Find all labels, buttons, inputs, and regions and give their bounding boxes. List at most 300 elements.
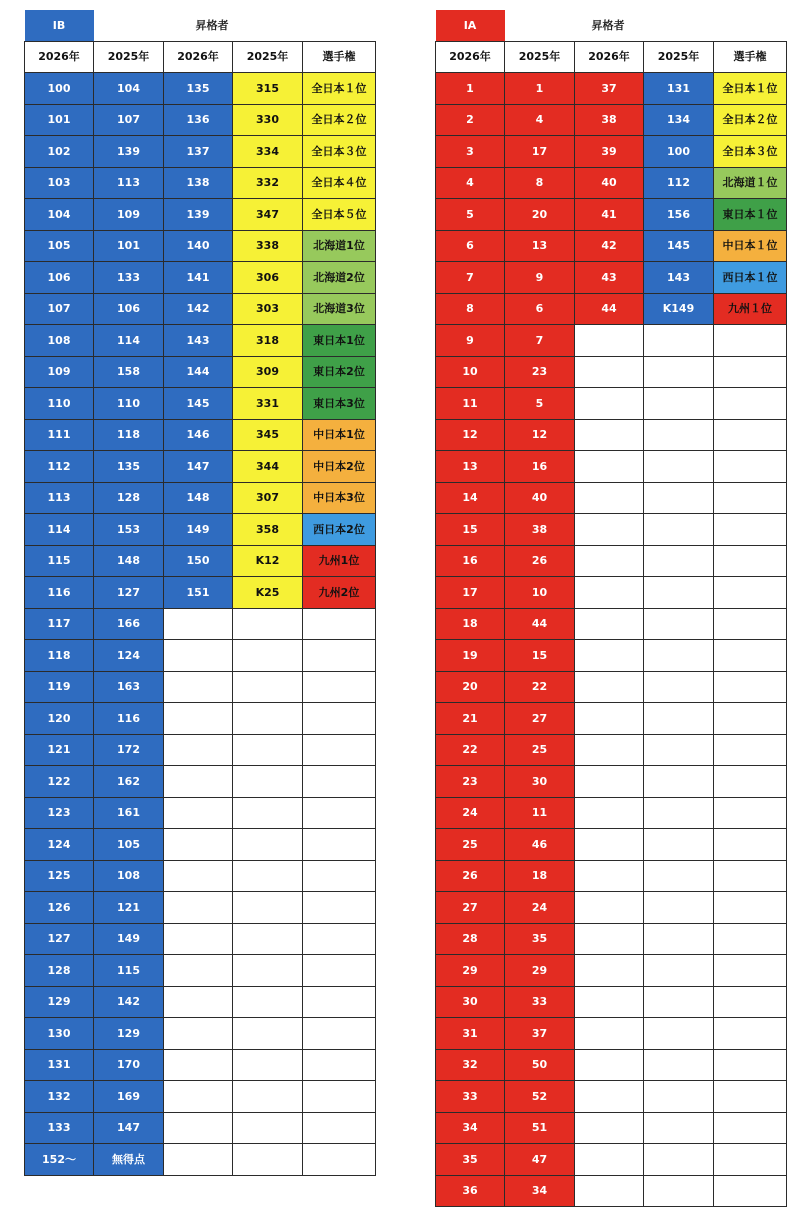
table-cell: 13 bbox=[505, 230, 575, 262]
table-cell: 全日本１位 bbox=[714, 73, 787, 105]
table-row bbox=[436, 703, 787, 735]
table-cell: 128 bbox=[25, 955, 94, 987]
table-cell bbox=[644, 955, 714, 987]
table-cell: 37 bbox=[575, 73, 644, 105]
table-cell: 九州１位 bbox=[714, 293, 787, 325]
table-cell: 113 bbox=[25, 482, 94, 514]
table-cell bbox=[303, 734, 376, 766]
table-row bbox=[436, 577, 787, 609]
table-cell bbox=[233, 608, 303, 640]
table-cell: 6 bbox=[436, 230, 505, 262]
table-cell bbox=[303, 923, 376, 955]
table-row bbox=[436, 262, 787, 294]
table-cell bbox=[575, 1049, 644, 1081]
table-row bbox=[436, 199, 787, 231]
table-cell: 120 bbox=[25, 703, 94, 735]
ia-header-row bbox=[436, 41, 787, 73]
table-cell bbox=[575, 829, 644, 861]
table-cell: 118 bbox=[25, 640, 94, 672]
ia-tag: IA bbox=[436, 10, 505, 41]
table-cell: 25 bbox=[505, 734, 575, 766]
table-cell: 149 bbox=[94, 923, 164, 955]
table-cell bbox=[575, 451, 644, 483]
table-cell: 309 bbox=[233, 356, 303, 388]
table-cell bbox=[233, 640, 303, 672]
table-cell bbox=[233, 892, 303, 924]
table-cell: 全日本２位 bbox=[303, 104, 376, 136]
table-cell bbox=[303, 766, 376, 798]
table-cell bbox=[303, 703, 376, 735]
table-cell: 47 bbox=[505, 1144, 575, 1176]
table-cell: 163 bbox=[94, 671, 164, 703]
table-cell: 114 bbox=[25, 514, 94, 546]
table-cell bbox=[233, 955, 303, 987]
table-row bbox=[25, 356, 376, 388]
table-cell: 315 bbox=[233, 73, 303, 105]
table-cell bbox=[233, 797, 303, 829]
table-cell: 104 bbox=[25, 199, 94, 231]
table-cell: 九州2位 bbox=[303, 577, 376, 609]
table-row bbox=[25, 419, 376, 451]
table-cell: 5 bbox=[436, 199, 505, 231]
table-cell: 118 bbox=[94, 419, 164, 451]
table-row bbox=[25, 703, 376, 735]
table-cell bbox=[575, 923, 644, 955]
table-cell bbox=[164, 860, 233, 892]
table-cell bbox=[644, 1018, 714, 1050]
table-cell: 4 bbox=[436, 167, 505, 199]
table-cell: 40 bbox=[575, 167, 644, 199]
table-cell bbox=[164, 608, 233, 640]
table-cell bbox=[233, 923, 303, 955]
table-cell: 31 bbox=[436, 1018, 505, 1050]
table-row bbox=[436, 1081, 787, 1113]
table-row bbox=[436, 1175, 787, 1207]
table-cell bbox=[575, 955, 644, 987]
table-row bbox=[25, 136, 376, 168]
table-cell bbox=[164, 986, 233, 1018]
table-cell: 41 bbox=[575, 199, 644, 231]
table-cell: 17 bbox=[505, 136, 575, 168]
table-cell: 135 bbox=[164, 73, 233, 105]
table-cell: 20 bbox=[436, 671, 505, 703]
table-cell bbox=[575, 1144, 644, 1176]
table-cell bbox=[303, 986, 376, 1018]
table-row bbox=[25, 1112, 376, 1144]
table-cell bbox=[164, 640, 233, 672]
table-cell: 139 bbox=[94, 136, 164, 168]
table-row bbox=[436, 1144, 787, 1176]
table-cell: 307 bbox=[233, 482, 303, 514]
table-cell bbox=[714, 514, 787, 546]
ia-header-2025a: 2025年 bbox=[505, 41, 575, 73]
table-cell: 15 bbox=[436, 514, 505, 546]
table-cell bbox=[233, 986, 303, 1018]
table-cell: 33 bbox=[436, 1081, 505, 1113]
table-cell bbox=[644, 356, 714, 388]
table-cell bbox=[575, 1081, 644, 1113]
table-row bbox=[25, 262, 376, 294]
table-cell bbox=[303, 797, 376, 829]
table-row bbox=[25, 482, 376, 514]
table-row bbox=[436, 419, 787, 451]
ia-header-2026b: 2026年 bbox=[575, 41, 644, 73]
table-row bbox=[25, 1081, 376, 1113]
table-cell: 169 bbox=[94, 1081, 164, 1113]
table-cell: 113 bbox=[94, 167, 164, 199]
ib-title: 昇格者 bbox=[195, 18, 229, 32]
table-cell: 20 bbox=[505, 199, 575, 231]
table-cell: 124 bbox=[25, 829, 94, 861]
table-cell bbox=[714, 734, 787, 766]
table-cell: 107 bbox=[94, 104, 164, 136]
table-row bbox=[436, 230, 787, 262]
table-cell bbox=[164, 734, 233, 766]
table-cell bbox=[303, 892, 376, 924]
table-cell: 121 bbox=[25, 734, 94, 766]
table-cell: 133 bbox=[94, 262, 164, 294]
table-cell bbox=[714, 577, 787, 609]
table-cell: 148 bbox=[94, 545, 164, 577]
table-cell: 14 bbox=[436, 482, 505, 514]
table-cell: 158 bbox=[94, 356, 164, 388]
table-cell: 127 bbox=[94, 577, 164, 609]
table-cell bbox=[714, 451, 787, 483]
table-cell bbox=[644, 766, 714, 798]
table-cell: 105 bbox=[94, 829, 164, 861]
table-cell bbox=[233, 829, 303, 861]
table-cell: 334 bbox=[233, 136, 303, 168]
table-cell bbox=[714, 388, 787, 420]
table-cell: 144 bbox=[164, 356, 233, 388]
table-cell bbox=[714, 1175, 787, 1207]
table-cell: 46 bbox=[505, 829, 575, 861]
ia-title: 昇格者 bbox=[591, 18, 625, 32]
table-row bbox=[436, 1112, 787, 1144]
table-cell: 111 bbox=[25, 419, 94, 451]
table-row bbox=[436, 766, 787, 798]
table-cell: 129 bbox=[94, 1018, 164, 1050]
table-row bbox=[25, 545, 376, 577]
table-cell: 303 bbox=[233, 293, 303, 325]
table-cell bbox=[233, 734, 303, 766]
table-cell: 101 bbox=[94, 230, 164, 262]
table-cell: 100 bbox=[644, 136, 714, 168]
table-cell: 143 bbox=[164, 325, 233, 357]
table-cell bbox=[644, 577, 714, 609]
table-cell: 全日本３位 bbox=[714, 136, 787, 168]
table-cell: 116 bbox=[25, 577, 94, 609]
table-cell: 139 bbox=[164, 199, 233, 231]
table-cell bbox=[714, 1081, 787, 1113]
table-cell: 147 bbox=[164, 451, 233, 483]
table-cell bbox=[233, 860, 303, 892]
ia-header-2025b: 2025年 bbox=[644, 41, 714, 73]
table-cell: 330 bbox=[233, 104, 303, 136]
table-cell: 124 bbox=[94, 640, 164, 672]
table-row bbox=[436, 136, 787, 168]
table-cell: 110 bbox=[25, 388, 94, 420]
ia-header-2026a: 2026年 bbox=[436, 41, 505, 73]
table-row bbox=[436, 451, 787, 483]
table-cell bbox=[714, 955, 787, 987]
table-cell: 136 bbox=[164, 104, 233, 136]
table-cell: 132 bbox=[25, 1081, 94, 1113]
table-cell: 東日本2位 bbox=[303, 356, 376, 388]
table-cell: 135 bbox=[94, 451, 164, 483]
table-cell: 北海道1位 bbox=[303, 230, 376, 262]
table-cell bbox=[575, 1112, 644, 1144]
table-row bbox=[25, 797, 376, 829]
table-cell bbox=[233, 671, 303, 703]
table-cell bbox=[644, 1081, 714, 1113]
table-cell bbox=[714, 986, 787, 1018]
ib-header-2026b: 2026年 bbox=[164, 41, 233, 73]
table-cell: 140 bbox=[164, 230, 233, 262]
table-cell: 142 bbox=[94, 986, 164, 1018]
table-cell: K149 bbox=[644, 293, 714, 325]
table-cell: 1 bbox=[505, 73, 575, 105]
table-cell bbox=[303, 829, 376, 861]
table-cell: 34 bbox=[505, 1175, 575, 1207]
table-cell: 36 bbox=[436, 1175, 505, 1207]
table-cell: 16 bbox=[505, 451, 575, 483]
ib-tag: IB bbox=[25, 10, 94, 41]
table-cell bbox=[644, 986, 714, 1018]
table-cell: 28 bbox=[436, 923, 505, 955]
table-row bbox=[25, 829, 376, 861]
table-cell bbox=[714, 1144, 787, 1176]
ib-header-2026a: 2026年 bbox=[25, 41, 94, 73]
table-cell: 8 bbox=[505, 167, 575, 199]
table-cell: 全日本２位 bbox=[714, 104, 787, 136]
table-cell: 全日本４位 bbox=[303, 167, 376, 199]
table-cell bbox=[644, 860, 714, 892]
table-row bbox=[25, 734, 376, 766]
table-cell bbox=[644, 482, 714, 514]
table-row bbox=[436, 167, 787, 199]
table-row bbox=[25, 766, 376, 798]
table-row bbox=[25, 671, 376, 703]
table-cell: 338 bbox=[233, 230, 303, 262]
table-cell: 25 bbox=[436, 829, 505, 861]
table-cell bbox=[303, 1112, 376, 1144]
table-row bbox=[25, 608, 376, 640]
table-cell bbox=[303, 671, 376, 703]
table-row bbox=[25, 1144, 376, 1176]
table-row bbox=[436, 325, 787, 357]
table-cell: 6 bbox=[505, 293, 575, 325]
table-cell bbox=[644, 608, 714, 640]
table-cell bbox=[575, 608, 644, 640]
table-cell: 19 bbox=[436, 640, 505, 672]
table-cell: 347 bbox=[233, 199, 303, 231]
table-cell: 117 bbox=[25, 608, 94, 640]
table-row bbox=[436, 356, 787, 388]
table-cell bbox=[164, 892, 233, 924]
table-cell: 52 bbox=[505, 1081, 575, 1113]
table-cell: 29 bbox=[505, 955, 575, 987]
table-cell: 11 bbox=[505, 797, 575, 829]
table-cell bbox=[164, 766, 233, 798]
table-cell: 141 bbox=[164, 262, 233, 294]
table-cell bbox=[164, 1018, 233, 1050]
table-row bbox=[436, 829, 787, 861]
table-cell: 1 bbox=[436, 73, 505, 105]
table-cell bbox=[303, 608, 376, 640]
table-cell: 中日本3位 bbox=[303, 482, 376, 514]
table-cell bbox=[714, 1018, 787, 1050]
table-cell bbox=[714, 325, 787, 357]
table-cell: 130 bbox=[25, 1018, 94, 1050]
table-cell: 30 bbox=[436, 986, 505, 1018]
table-cell: 10 bbox=[505, 577, 575, 609]
table-cell: 115 bbox=[94, 955, 164, 987]
table-cell: 16 bbox=[436, 545, 505, 577]
table-row bbox=[25, 104, 376, 136]
table-cell: 10 bbox=[436, 356, 505, 388]
table-cell bbox=[575, 545, 644, 577]
table-row bbox=[25, 388, 376, 420]
table-cell bbox=[575, 325, 644, 357]
table-cell: 106 bbox=[25, 262, 94, 294]
table-cell: 北海道１位 bbox=[714, 167, 787, 199]
table-cell bbox=[714, 640, 787, 672]
table-cell: 24 bbox=[436, 797, 505, 829]
table-cell bbox=[164, 797, 233, 829]
table-cell: 40 bbox=[505, 482, 575, 514]
table-cell: 109 bbox=[25, 356, 94, 388]
table-cell: 22 bbox=[505, 671, 575, 703]
table-row bbox=[436, 388, 787, 420]
table-cell: 西日本１位 bbox=[714, 262, 787, 294]
table-cell bbox=[714, 923, 787, 955]
table-row bbox=[436, 640, 787, 672]
table-cell: 17 bbox=[436, 577, 505, 609]
table-row bbox=[25, 199, 376, 231]
table-cell: 150 bbox=[164, 545, 233, 577]
table-cell bbox=[644, 703, 714, 735]
table-cell bbox=[644, 451, 714, 483]
table-cell: K12 bbox=[233, 545, 303, 577]
table-cell: 170 bbox=[94, 1049, 164, 1081]
table-cell: 無得点 bbox=[94, 1144, 164, 1176]
table-cell: 8 bbox=[436, 293, 505, 325]
table-cell bbox=[714, 829, 787, 861]
table-cell: 114 bbox=[94, 325, 164, 357]
table-cell: 153 bbox=[94, 514, 164, 546]
table-cell: 全日本５位 bbox=[303, 199, 376, 231]
table-row bbox=[436, 860, 787, 892]
ia-table bbox=[435, 10, 787, 1207]
table-cell: 332 bbox=[233, 167, 303, 199]
table-cell bbox=[714, 356, 787, 388]
table-cell: 九州1位 bbox=[303, 545, 376, 577]
table-cell: 105 bbox=[25, 230, 94, 262]
table-row bbox=[25, 1049, 376, 1081]
table-cell: 北海道2位 bbox=[303, 262, 376, 294]
table-cell: 21 bbox=[436, 703, 505, 735]
table-cell bbox=[303, 860, 376, 892]
table-cell: 143 bbox=[644, 262, 714, 294]
table-row bbox=[25, 293, 376, 325]
table-cell: 39 bbox=[575, 136, 644, 168]
ia-header-championship: 選手権 bbox=[714, 41, 787, 73]
table-cell: 306 bbox=[233, 262, 303, 294]
table-cell: 38 bbox=[505, 514, 575, 546]
table-cell: 344 bbox=[233, 451, 303, 483]
table-cell: 26 bbox=[505, 545, 575, 577]
table-row bbox=[25, 923, 376, 955]
table-cell: 32 bbox=[436, 1049, 505, 1081]
table-cell bbox=[575, 734, 644, 766]
table-cell: 108 bbox=[25, 325, 94, 357]
table-cell bbox=[303, 1144, 376, 1176]
table-cell bbox=[644, 514, 714, 546]
table-cell: 110 bbox=[94, 388, 164, 420]
table-row bbox=[25, 1018, 376, 1050]
table-cell: 127 bbox=[25, 923, 94, 955]
table-cell: 44 bbox=[505, 608, 575, 640]
ib-header-championship: 選手権 bbox=[303, 41, 376, 73]
table-cell bbox=[233, 1144, 303, 1176]
table-cell: 50 bbox=[505, 1049, 575, 1081]
table-cell: 26 bbox=[436, 860, 505, 892]
table-cell: 12 bbox=[505, 419, 575, 451]
table-cell bbox=[644, 671, 714, 703]
table-row bbox=[436, 1049, 787, 1081]
table-cell: 7 bbox=[436, 262, 505, 294]
table-cell bbox=[644, 892, 714, 924]
table-cell: 4 bbox=[505, 104, 575, 136]
table-cell bbox=[644, 923, 714, 955]
table-cell bbox=[575, 986, 644, 1018]
table-cell: 123 bbox=[25, 797, 94, 829]
table-cell: 134 bbox=[644, 104, 714, 136]
table-cell: 115 bbox=[25, 545, 94, 577]
table-cell bbox=[644, 1144, 714, 1176]
table-cell: 13 bbox=[436, 451, 505, 483]
table-row bbox=[436, 797, 787, 829]
table-cell bbox=[714, 703, 787, 735]
table-cell: 東日本3位 bbox=[303, 388, 376, 420]
table-cell: 106 bbox=[94, 293, 164, 325]
table-cell bbox=[714, 1049, 787, 1081]
table-cell: 35 bbox=[436, 1144, 505, 1176]
table-cell bbox=[233, 1049, 303, 1081]
table-cell: 3 bbox=[436, 136, 505, 168]
table-row bbox=[25, 73, 376, 105]
table-cell: 35 bbox=[505, 923, 575, 955]
table-cell: 100 bbox=[25, 73, 94, 105]
table-cell: 18 bbox=[505, 860, 575, 892]
table-cell bbox=[303, 1081, 376, 1113]
table-cell: 138 bbox=[164, 167, 233, 199]
table-cell bbox=[644, 325, 714, 357]
table-row bbox=[25, 640, 376, 672]
table-cell: 103 bbox=[25, 167, 94, 199]
table-row bbox=[25, 514, 376, 546]
table-cell: 11 bbox=[436, 388, 505, 420]
table-cell bbox=[714, 545, 787, 577]
table-cell: 318 bbox=[233, 325, 303, 357]
table-cell bbox=[644, 797, 714, 829]
table-cell bbox=[303, 1018, 376, 1050]
table-cell: 358 bbox=[233, 514, 303, 546]
table-cell: 東日本1位 bbox=[303, 325, 376, 357]
table-cell bbox=[575, 640, 644, 672]
table-cell: 146 bbox=[164, 419, 233, 451]
